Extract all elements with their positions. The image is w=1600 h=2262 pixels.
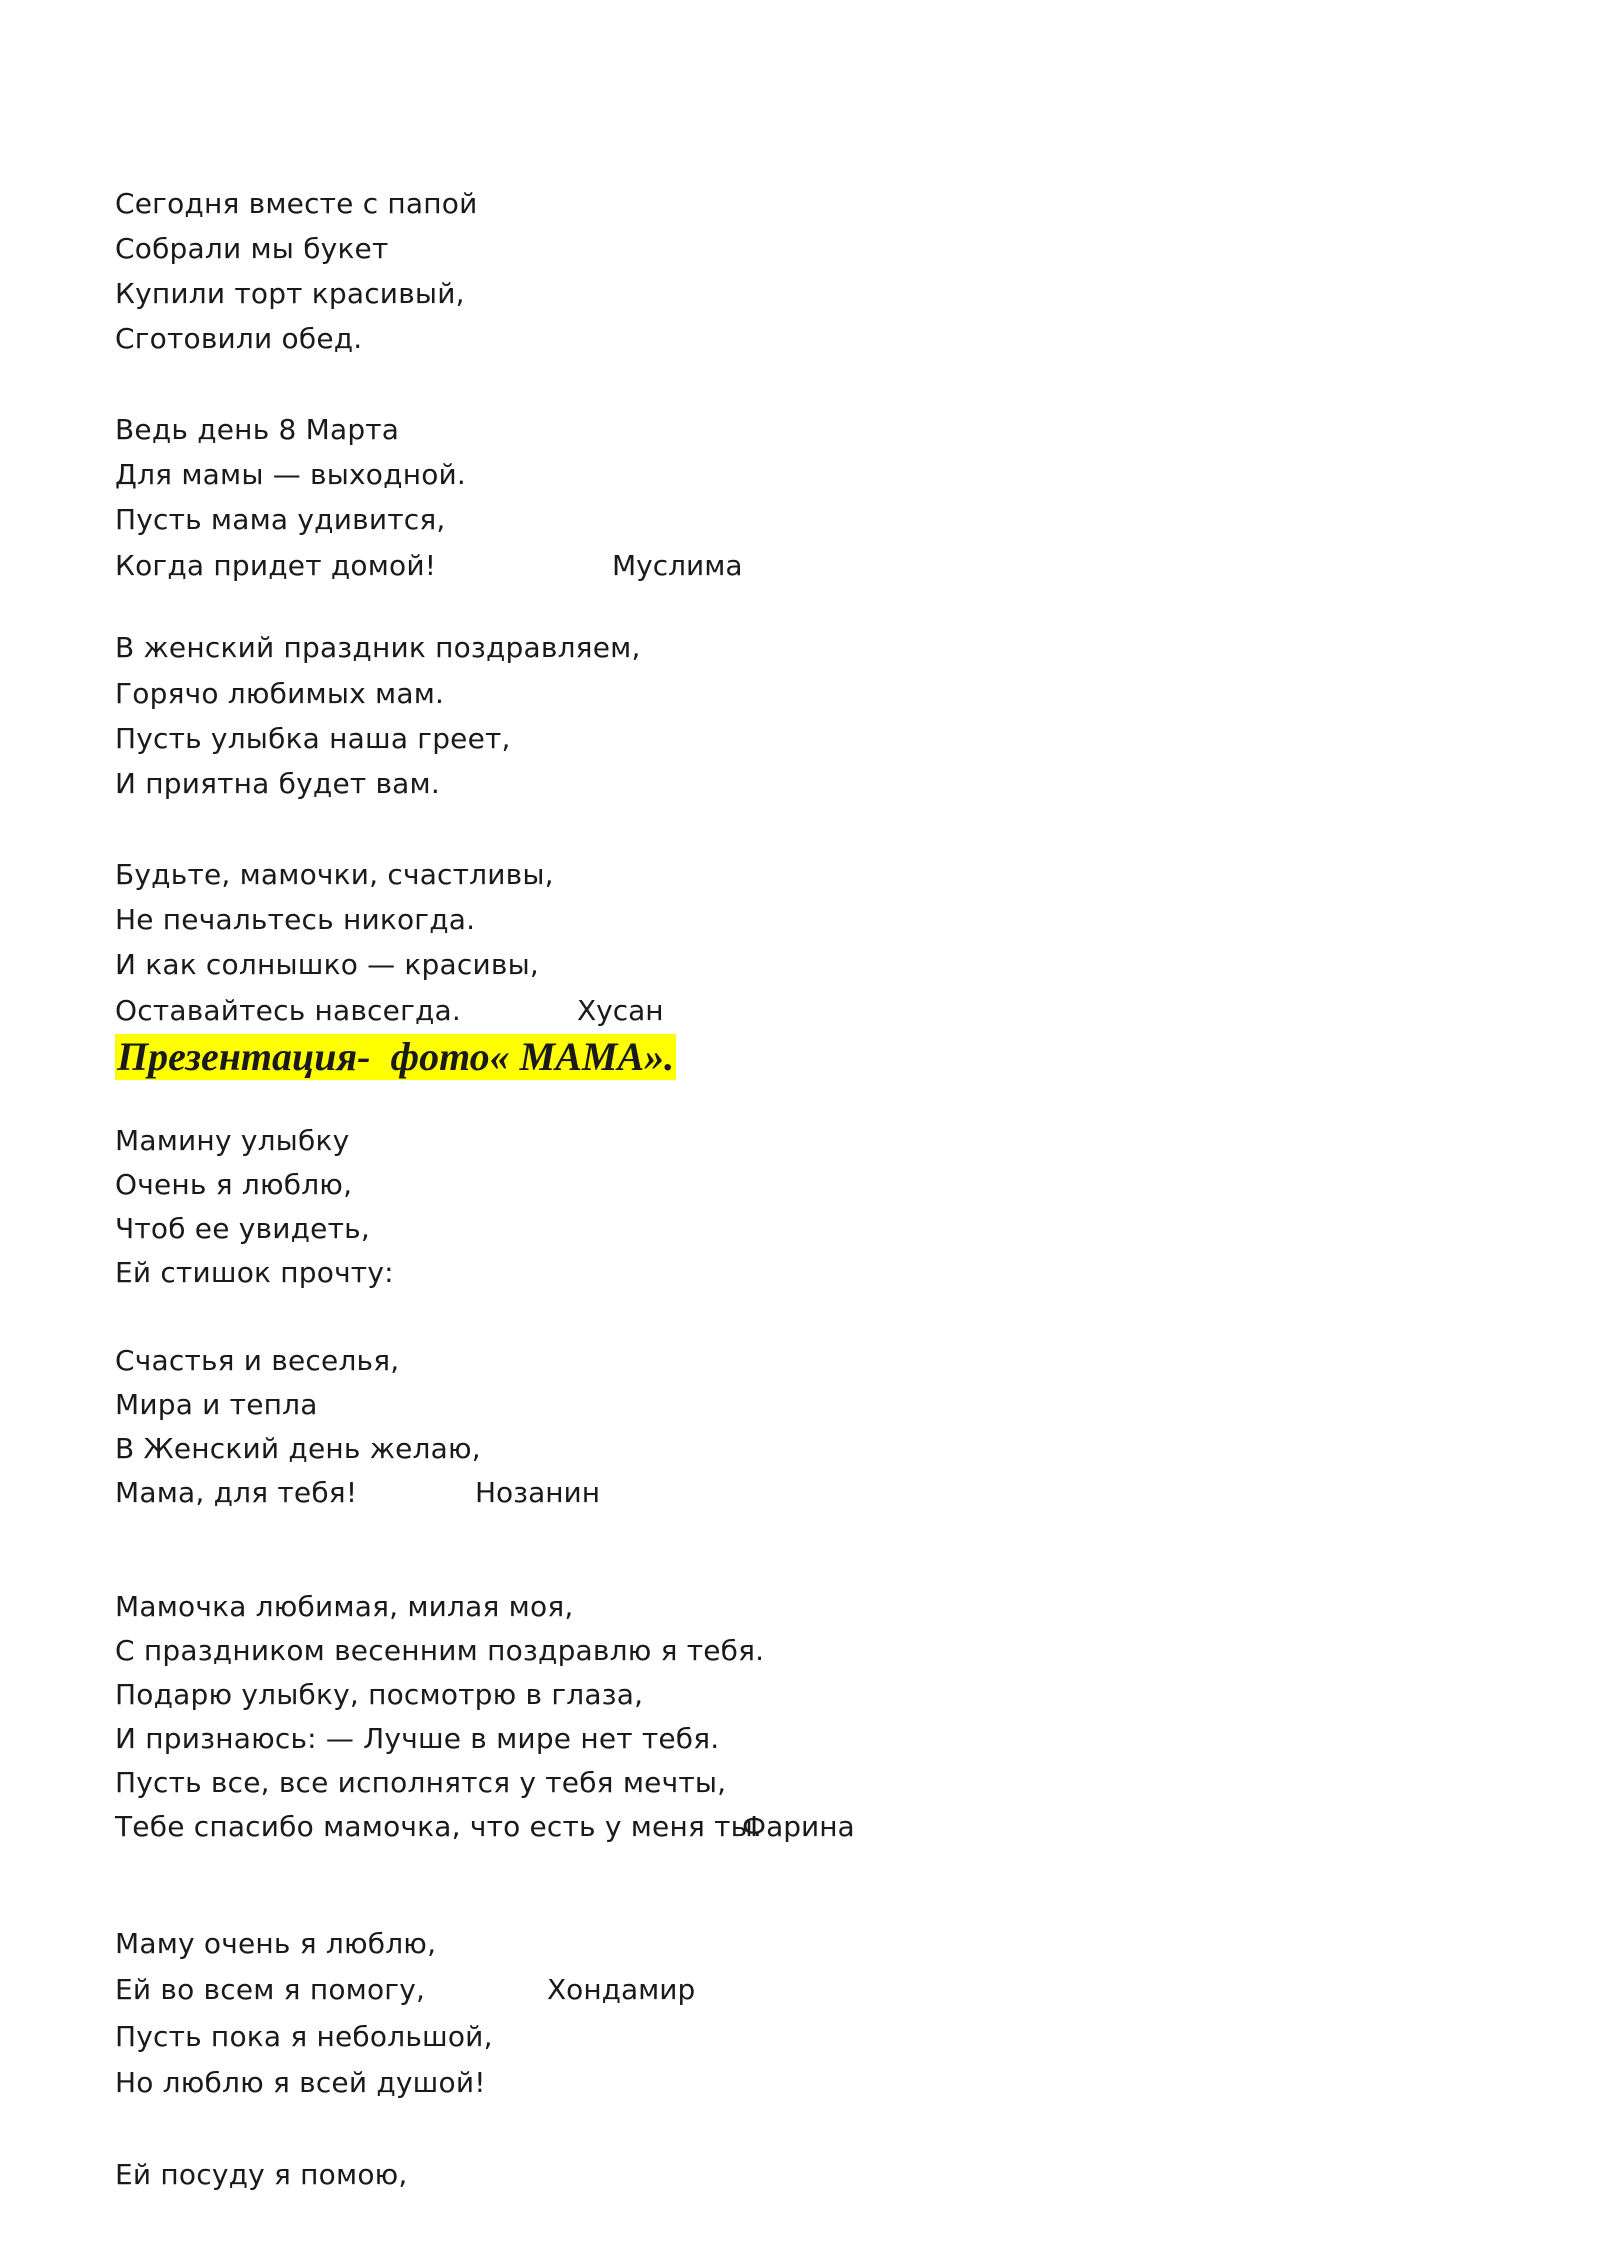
- poem-line: Горячо любимых мам.: [115, 677, 445, 710]
- poem-line: Мира и тепла: [115, 1388, 318, 1421]
- poem-line: В Женский день желаю,: [115, 1432, 481, 1465]
- poem-line: Чтоб ее увидеть,: [115, 1212, 370, 1245]
- poem-line: Мамочка любимая, милая моя,: [115, 1590, 574, 1623]
- poem-line: Сегодня вместе с папой: [115, 187, 478, 220]
- section-heading: Презентация- фото« МАМА».: [117, 1034, 675, 1079]
- author-name: Фарина: [742, 1810, 855, 1843]
- poem-line: Сготовили обед.: [115, 322, 363, 355]
- poem-line: Купили торт красивый,: [115, 277, 465, 310]
- poem-line: Ей посуду я помою,: [115, 2158, 408, 2191]
- poem-line: В женский праздник поздравляем,: [115, 631, 641, 664]
- poem-line: Пусть улыбка наша греет,: [115, 722, 511, 755]
- poem-line: Когда придет домой!: [115, 549, 437, 582]
- poem-line: И как солнышко — красивы,: [115, 948, 539, 981]
- poem-line: Счастья и веселья,: [115, 1344, 400, 1377]
- poem-line: Для мамы — выходной.: [115, 458, 467, 491]
- poem-line: Маму очень я люблю,: [115, 1927, 437, 1960]
- author-name: Хондамир: [547, 1973, 696, 2006]
- author-name: Муслима: [612, 549, 743, 582]
- poem-line: Пусть все, все исполнятся у тебя мечты,: [115, 1766, 727, 1799]
- poem-line: Мамину улыбку: [115, 1124, 350, 1157]
- poem-line: Не печальтесь никогда.: [115, 903, 476, 936]
- poem-line: Пусть мама удивится,: [115, 503, 446, 536]
- poem-line: Будьте, мамочки, счастливы,: [115, 858, 554, 891]
- poem-line: Ей стишок прочту:: [115, 1256, 394, 1289]
- poem-line: С праздником весенним поздравлю я тебя.: [115, 1634, 765, 1667]
- poem-line: Оставайтесь навсегда.: [115, 994, 462, 1027]
- poem-line: Очень я люблю,: [115, 1168, 353, 1201]
- poem-line: Пусть пока я небольшой,: [115, 2020, 493, 2053]
- poem-line: Тебе спасибо мамочка, что есть у меня ты.: [115, 1810, 763, 1843]
- author-name: Хусан: [577, 994, 664, 1027]
- poem-line: Ведь день 8 Марта: [115, 413, 400, 446]
- poem-line: Мама, для тебя!: [115, 1476, 358, 1509]
- poem-line: Ей во всем я помогу,: [115, 1973, 426, 2006]
- poem-line: И признаюсь: — Лучше в мире нет тебя.: [115, 1722, 720, 1755]
- poem-line: Но люблю я всей душой!: [115, 2066, 486, 2099]
- poem-line: И приятна будет вам.: [115, 767, 440, 800]
- poem-line: Собрали мы букет: [115, 232, 389, 265]
- poem-line: Подарю улыбку, посмотрю в глаза,: [115, 1678, 644, 1711]
- author-name: Нозанин: [475, 1476, 601, 1509]
